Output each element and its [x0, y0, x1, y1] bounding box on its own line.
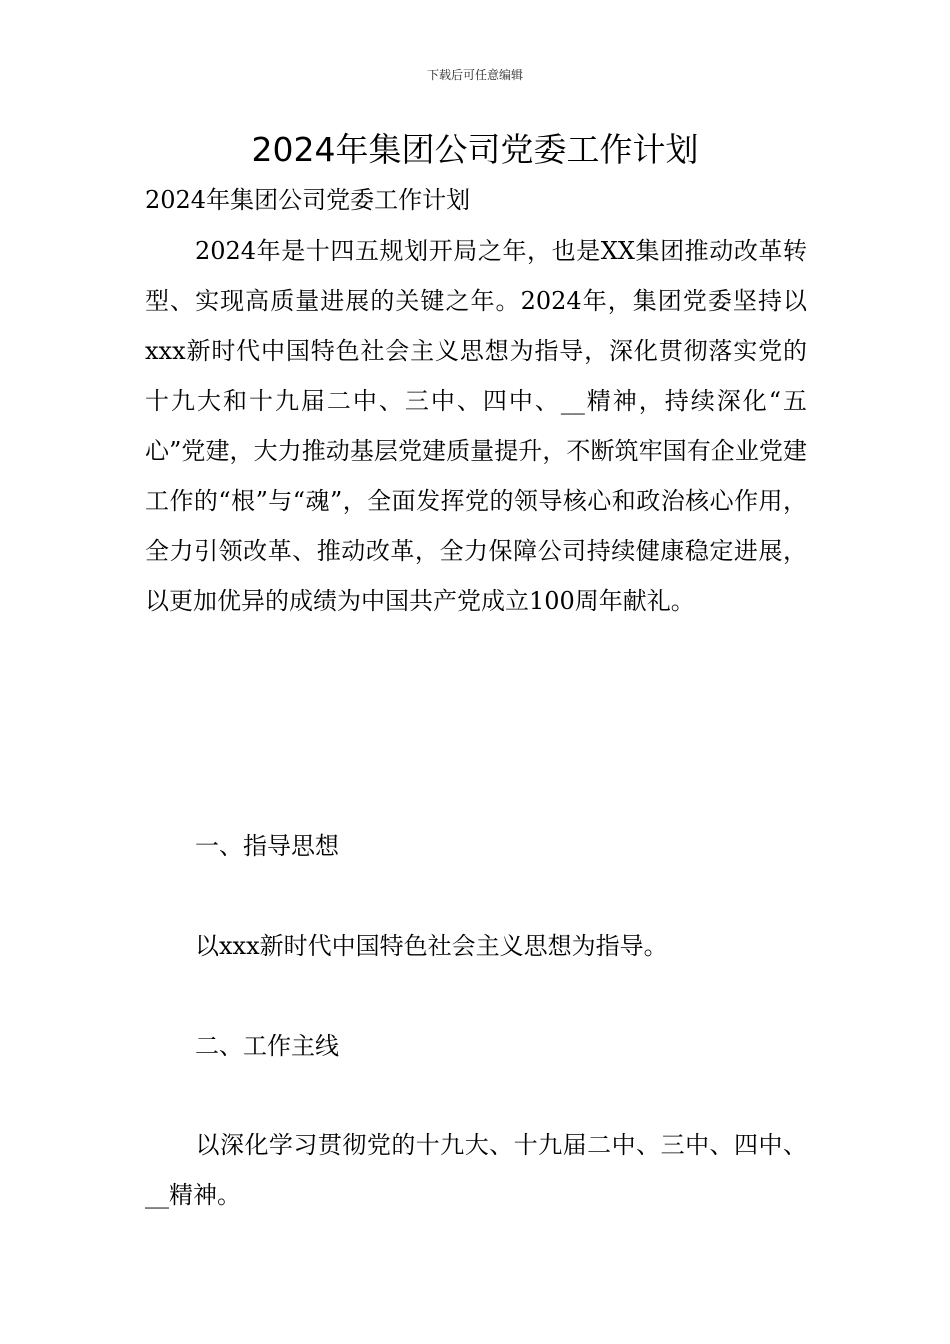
section-heading-work-mainline: 二、工作主线 — [195, 1032, 339, 1060]
section-heading-guiding-ideology: 一、指导思想 — [195, 832, 339, 860]
section-body-work-mainline — [145, 1120, 807, 1220]
section-body-work-mainline-text: 以深化学习贯彻党的十九大、十九届二中、三中、四中、__精神。 — [145, 1131, 807, 1209]
section-body-guiding-ideology: 以xxx新时代中国特色社会主义思想为指导。 — [195, 932, 668, 960]
document-subtitle: 2024年集团公司党委工作计划 — [145, 186, 471, 214]
document-title: 2024年集团公司党委工作计划 — [251, 130, 699, 169]
intro-text: 2024年是十四五规划开局之年，也是XX集团推动改革转型、实现高质量进展的关键之年。2024年，集团党委坚持以xxx新时代中国特色社会主义思想为指导，深化贯彻落实党的十九大和十九届二中、三中、四中、__精神，持续深化“五心”党建，大力推动基层党建质量提升，不断筑牢国有企业党建工作的“根”与“魂”，全面发挥党的领导核心和政治核心作用，全力引领改革、推动改革，全力保障公司持续健康稳定进展，以更加优异的成绩为中国共产党成立100周年献礼。 — [145, 237, 807, 615]
intro-paragraph — [145, 226, 807, 626]
header-note: 下载后可任意编辑 — [426, 68, 523, 82]
